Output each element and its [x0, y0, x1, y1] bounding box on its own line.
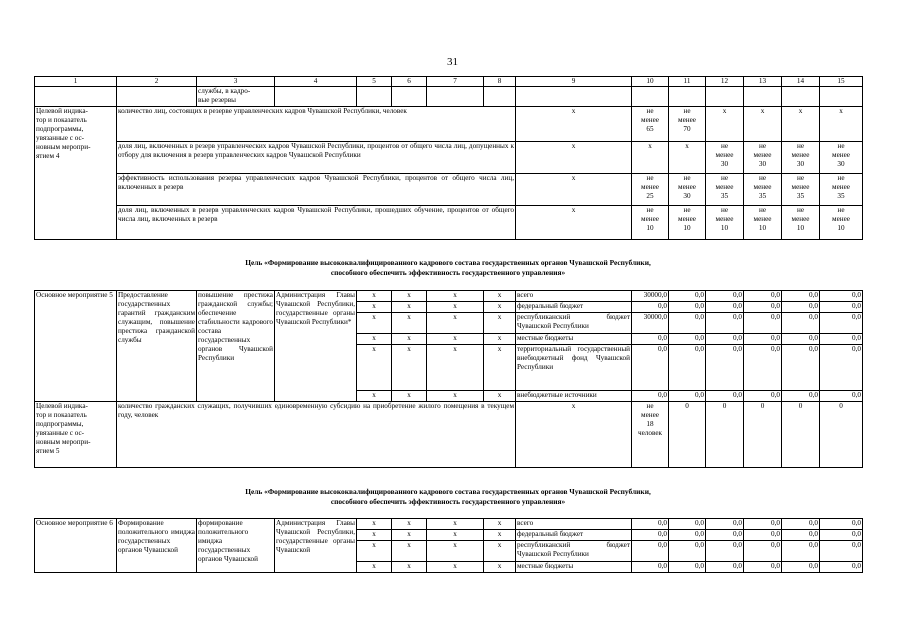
value-cell: не менее 30 [782, 142, 820, 174]
amount-cell: 0,0 [820, 302, 863, 313]
funding-source: республиканский бюджет Чувашской Республики [516, 541, 632, 562]
indicator-text: количество гражданских служащих, получивших единовременную субсидию на приобретение жилого помещения в текущем году, человек [117, 402, 516, 468]
code-cell: x [427, 391, 484, 402]
value-cell: 0 [782, 402, 820, 468]
code-cell: x [427, 302, 484, 313]
amount-cell: 0,0 [782, 530, 820, 541]
code-cell: x [357, 391, 392, 402]
code-cell: x [392, 562, 427, 573]
indicator-text: количество лиц, состоящих в резерве управленческих кадров Чувашской Республики, человек [117, 107, 516, 142]
activity-description: Формирование положительного имиджа государственных органов Чувашской [117, 519, 197, 573]
amount-cell: 0,0 [744, 345, 782, 391]
amount-cell: 0,0 [820, 345, 863, 391]
amount-cell: 0,0 [632, 562, 669, 573]
amount-cell: 30000,0 [632, 291, 669, 302]
amount-cell: 0,0 [820, 562, 863, 573]
goal-heading: Цель «Формирование высококвалифицированного кадрового состава государственных органов Чувашской Республики, способного обеспечить эффективность государственного управления» [245, 258, 651, 277]
funding-source: территориальный государственный внебюджетный фонд Чувашской Республики [516, 345, 632, 391]
activity-name: Основное мероприятие 6 [35, 519, 117, 573]
code-cell: x [427, 345, 484, 391]
indicator-c9: x [516, 174, 632, 206]
amount-cell: 0,0 [632, 302, 669, 313]
activity-goal: формирование положительного имиджа государственных органов Чувашской [197, 519, 275, 573]
funding-source: местные бюджеты [516, 562, 632, 573]
responsible-executor: Администрация Главы Чувашской Республики, государственные органы Чувашской Республики* [275, 291, 357, 402]
value-cell: не менее 25 [632, 174, 669, 206]
value-cell: 0 [669, 402, 706, 468]
amount-cell: 0,0 [632, 541, 669, 562]
amount-cell: 0,0 [820, 530, 863, 541]
column-header: 4 [275, 77, 357, 87]
amount-cell: 0,0 [782, 345, 820, 391]
code-cell: x [427, 291, 484, 302]
code-cell: x [357, 302, 392, 313]
amount-cell: 0,0 [820, 313, 863, 334]
value-cell: не менее 10 [632, 206, 669, 240]
amount-cell: 0,0 [782, 313, 820, 334]
code-cell: x [357, 519, 392, 530]
value-cell: не менее 70 [669, 107, 706, 142]
column-header-row [35, 77, 863, 87]
value-cell: не менее 35 [820, 174, 863, 206]
amount-cell: 0,0 [782, 519, 820, 530]
column-header: 5 [357, 77, 392, 87]
column-header: 9 [516, 77, 632, 87]
value-cell: не менее 10 [782, 206, 820, 240]
amount-cell: 0,0 [782, 334, 820, 345]
code-cell: x [484, 391, 516, 402]
value-cell: не менее 10 [706, 206, 744, 240]
amount-cell: 0,0 [744, 562, 782, 573]
indicator-row [35, 174, 863, 206]
value-cell: не менее 30 [744, 142, 782, 174]
indicator-label: Целевой индика- тор и показатель подпрограммы, увязанные с ос- новным меропри- ятием 5 [35, 402, 117, 468]
code-cell: x [427, 334, 484, 345]
value-cell: x [782, 107, 820, 142]
value-cell: не менее 35 [782, 174, 820, 206]
code-cell: x [357, 313, 392, 334]
funding-source: республиканский бюджет Чувашской Республики [516, 313, 632, 334]
column-header: 11 [669, 77, 706, 87]
indicator-c9: x [516, 402, 632, 468]
column-header: 10 [632, 77, 669, 87]
activity-6-table [34, 518, 863, 573]
funding-source: федеральный бюджет [516, 302, 632, 313]
value-cell: не менее 10 [744, 206, 782, 240]
funding-source: федеральный бюджет [516, 530, 632, 541]
code-cell: x [484, 541, 516, 562]
amount-cell: 0,0 [782, 391, 820, 402]
indicator-row [35, 206, 863, 240]
value-cell: не менее 35 [706, 174, 744, 206]
code-cell: x [357, 530, 392, 541]
value-cell: 0 [744, 402, 782, 468]
code-cell: x [392, 313, 427, 334]
funding-source: местные бюджеты [516, 334, 632, 345]
amount-cell: 0,0 [782, 291, 820, 302]
amount-cell: 0,0 [820, 291, 863, 302]
indicator-label: Целевой индика- тор и показатель подпрограммы, увязанные с ос- новным меропри- ятием 4 [35, 107, 117, 240]
column-header: 7 [427, 77, 484, 87]
amount-cell: 0,0 [706, 530, 744, 541]
amount-cell: 0,0 [744, 313, 782, 334]
amount-cell: 0,0 [669, 291, 706, 302]
amount-cell: 0,0 [632, 345, 669, 391]
column-header: 14 [782, 77, 820, 87]
amount-cell: 0,0 [632, 519, 669, 530]
activity-description: Предоставление государственных гарантий гражданским служащим, повышение престижа гражданской службы [117, 291, 197, 402]
code-cell: x [427, 519, 484, 530]
indicator-text: доля лиц, включенных в резерв управленческих кадров Чувашской Республики, прошедших обучение, процентов от общего числа лиц, включенных в резерв [117, 206, 516, 240]
column-header: 13 [744, 77, 782, 87]
value-cell: x [632, 142, 669, 174]
amount-cell: 0,0 [820, 391, 863, 402]
amount-cell: 0,0 [706, 519, 744, 530]
column-header: 2 [117, 77, 197, 87]
amount-cell: 0,0 [669, 562, 706, 573]
value-cell: не менее 30 [820, 142, 863, 174]
code-cell: x [392, 519, 427, 530]
amount-cell: 0,0 [669, 530, 706, 541]
code-cell: x [392, 302, 427, 313]
code-cell: x [392, 391, 427, 402]
page-number: 31 [447, 56, 458, 68]
amount-cell: 30000,0 [632, 313, 669, 334]
amount-cell: 0,0 [706, 345, 744, 391]
code-cell: x [484, 530, 516, 541]
amount-cell: 0,0 [669, 302, 706, 313]
code-cell: x [357, 562, 392, 573]
column-header: 6 [392, 77, 427, 87]
column-header: 1 [35, 77, 117, 87]
amount-cell: 0,0 [744, 302, 782, 313]
column-header: 12 [706, 77, 744, 87]
column-header: 3 [197, 77, 275, 87]
amount-cell: 0,0 [706, 334, 744, 345]
funding-source: всего [516, 519, 632, 530]
amount-cell: 0,0 [782, 302, 820, 313]
value-cell: не менее 35 [744, 174, 782, 206]
code-cell: x [392, 345, 427, 391]
code-cell: x [484, 302, 516, 313]
code-cell: x [484, 519, 516, 530]
value-cell: x [820, 107, 863, 142]
amount-cell: 0,0 [820, 334, 863, 345]
value-cell: не менее 10 [820, 206, 863, 240]
indicator-text: эффективность использования резерва управленческих кадров Чувашской Республики, процентов от общего числа лиц, включенных в резерв [117, 174, 516, 206]
code-cell: x [427, 562, 484, 573]
amount-cell: 0,0 [706, 302, 744, 313]
funding-row [35, 519, 863, 530]
indicator-row [35, 142, 863, 174]
code-cell: x [392, 541, 427, 562]
amount-cell: 0,0 [820, 541, 863, 562]
value-cell: не менее 18 человек [632, 402, 669, 468]
value-cell: не менее 30 [706, 142, 744, 174]
indicator-c9: x [516, 206, 632, 240]
code-cell: x [392, 530, 427, 541]
amount-cell: 0,0 [706, 313, 744, 334]
funding-row [35, 291, 863, 302]
code-cell: x [357, 291, 392, 302]
amount-cell: 0,0 [669, 541, 706, 562]
value-cell: не менее 65 [632, 107, 669, 142]
indicator-c9: x [516, 107, 632, 142]
cont-cell: службы, в кадро- вые резервы [197, 87, 275, 107]
amount-cell: 0,0 [669, 313, 706, 334]
indicator-text: доля лиц, включенных в резерв управленческих кадров Чувашской Республики, процентов от общего числа лиц, допущенных к отбору для включения в резерв управленческих кадров Чувашской Республики [117, 142, 516, 174]
indicator-row [35, 107, 863, 142]
column-header: 15 [820, 77, 863, 87]
amount-cell: 0,0 [744, 334, 782, 345]
amount-cell: 0,0 [782, 541, 820, 562]
amount-cell: 0,0 [820, 519, 863, 530]
amount-cell: 0,0 [744, 530, 782, 541]
code-cell: x [392, 334, 427, 345]
code-cell: x [484, 291, 516, 302]
amount-cell: 0,0 [669, 519, 706, 530]
amount-cell: 0,0 [706, 562, 744, 573]
responsible-executor: Администрация Главы Чувашской Республики, государственные органы Чувашской [275, 519, 357, 573]
code-cell: x [427, 541, 484, 562]
code-cell: x [357, 334, 392, 345]
amount-cell: 0,0 [669, 345, 706, 391]
activity-name: Основное мероприятие 5 [35, 291, 117, 402]
code-cell: x [484, 334, 516, 345]
amount-cell: 0,0 [632, 530, 669, 541]
value-cell: x [706, 107, 744, 142]
amount-cell: 0,0 [782, 562, 820, 573]
indicator-row [35, 402, 863, 468]
activity-goal: повышение престижа гражданской службы; обеспечение стабильности кадрового состава государственных органов Чувашской Республики [197, 291, 275, 402]
value-cell: не менее 10 [669, 206, 706, 240]
code-cell: x [484, 345, 516, 391]
amount-cell: 0,0 [632, 334, 669, 345]
value-cell: 0 [706, 402, 744, 468]
funding-source: всего [516, 291, 632, 302]
indicator-c9: x [516, 142, 632, 174]
amount-cell: 0,0 [744, 519, 782, 530]
code-cell: x [484, 562, 516, 573]
goal-heading: Цель «Формирование высококвалифицированного кадрового состава государственных органов Чувашской Республики, способного обеспечить эффективность государственного управления» [245, 487, 651, 506]
amount-cell: 0,0 [669, 334, 706, 345]
value-cell: 0 [820, 402, 863, 468]
column-header: 8 [484, 77, 516, 87]
amount-cell: 0,0 [744, 541, 782, 562]
value-cell: x [669, 142, 706, 174]
amount-cell: 0,0 [744, 291, 782, 302]
code-cell: x [484, 313, 516, 334]
amount-cell: 0,0 [744, 391, 782, 402]
code-cell: x [392, 291, 427, 302]
code-cell: x [427, 530, 484, 541]
indicators-table-4 [34, 76, 863, 240]
code-cell: x [427, 313, 484, 334]
activity-5-table [34, 290, 863, 468]
value-cell: не менее 30 [669, 174, 706, 206]
amount-cell: 0,0 [632, 391, 669, 402]
funding-source: внебюджетные источники [516, 391, 632, 402]
amount-cell: 0,0 [669, 391, 706, 402]
continuation-row [35, 87, 863, 107]
code-cell: x [357, 541, 392, 562]
code-cell: x [357, 345, 392, 391]
amount-cell: 0,0 [706, 541, 744, 562]
amount-cell: 0,0 [706, 391, 744, 402]
value-cell: x [744, 107, 782, 142]
amount-cell: 0,0 [706, 291, 744, 302]
